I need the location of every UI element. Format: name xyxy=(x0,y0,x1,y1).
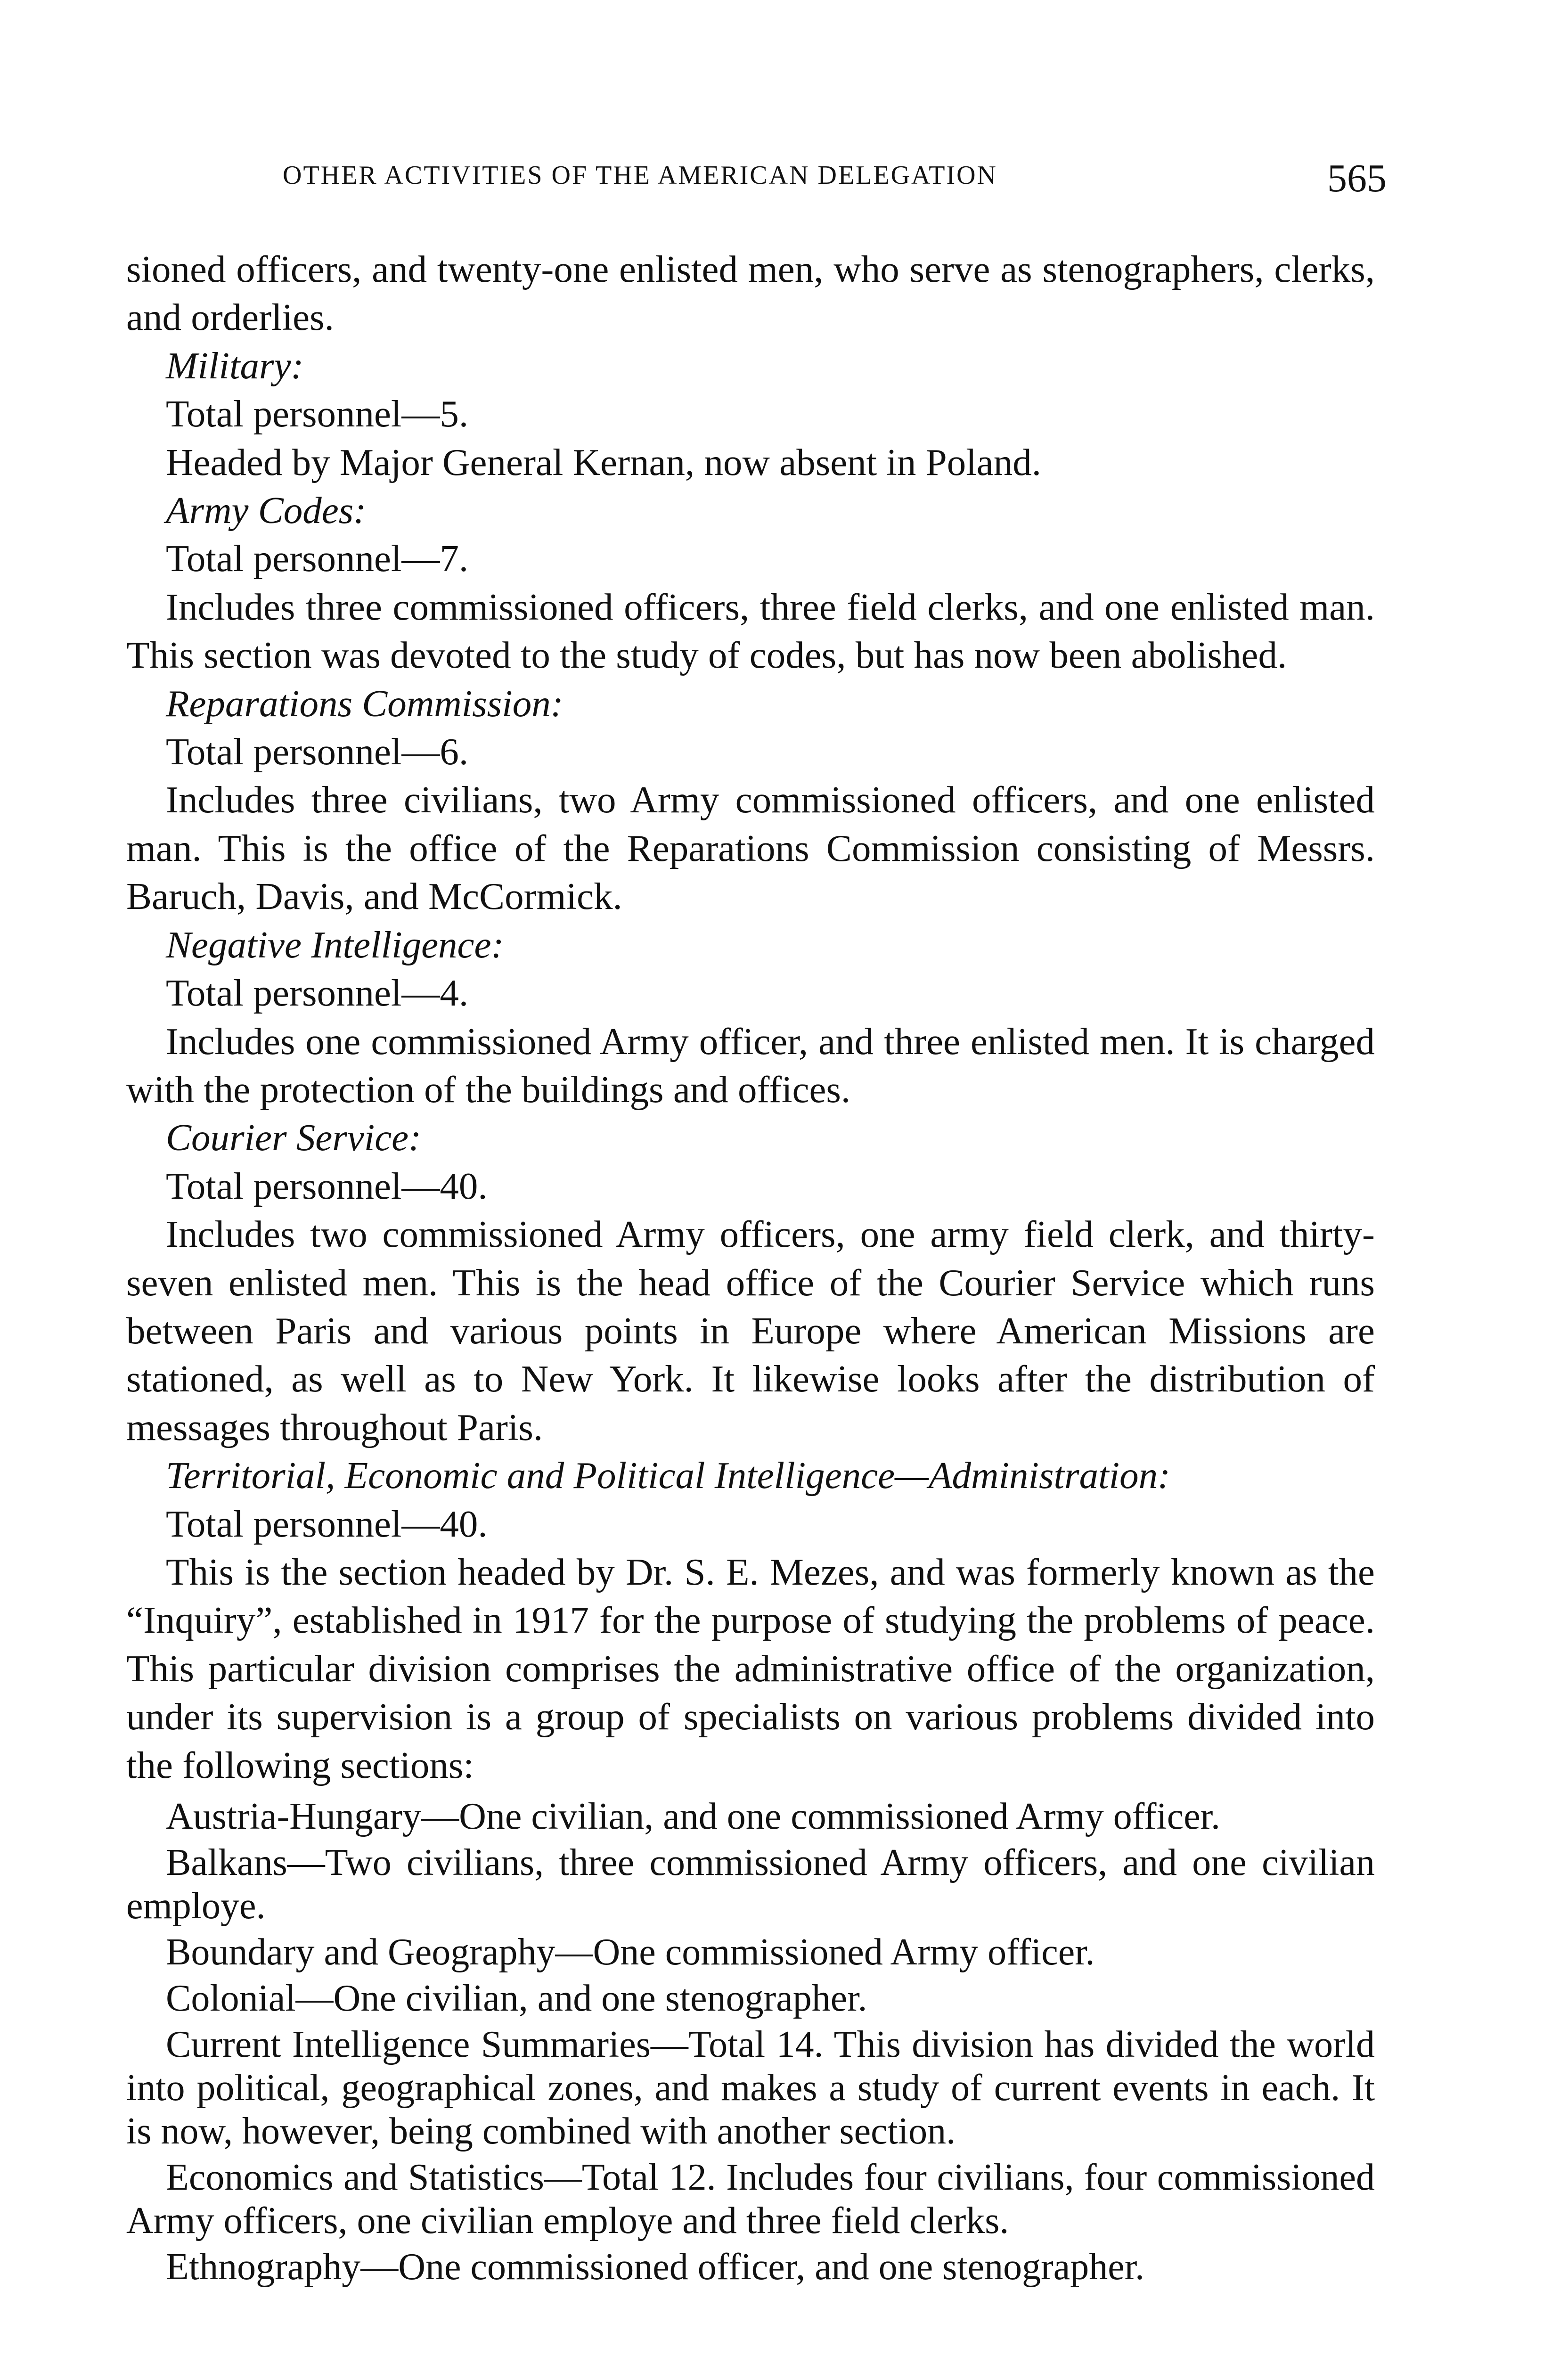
territorial-total: Total personnel—40. xyxy=(166,1502,488,1545)
section-heading-territorial: Territorial, Economic and Political Intelligence—Administration: xyxy=(166,1454,1171,1497)
courier-total: Total personnel—40. xyxy=(166,1164,488,1207)
section-austria-hungary: Austria-Hungary—One civilian, and one commissioned Army officer. xyxy=(166,1796,1221,1837)
military-text: Headed by Major General Kernan, now absent in Poland. xyxy=(166,441,1041,483)
running-head: OTHER ACTIVITIES OF THE AMERICAN DELEGATION xyxy=(283,161,997,190)
continuation-paragraph: sioned officers, and twenty-one enlisted men, who serve as stenographers, clerks, and orderlies. xyxy=(126,248,1375,339)
military-total: Total personnel—5. xyxy=(166,393,469,435)
territorial-text: This is the section headed by Dr. S. E. Mezes, and was formerly known as the “Inquiry”, established in 1917 for the purpose of studying the problems of peace. This particular division comprises the administrative office of the organization, under its supervision is a group of specialists on various problems divided into the following sections: xyxy=(126,1550,1375,1786)
section-balkans: Balkans—Two civilians, three commissioned Army officers, and one civilian employe. xyxy=(126,1842,1375,1927)
section-current-intelligence: Current Intelligence Summaries—Total 14. This division has divided the world into political, geographical zones, and makes a study of current events in each. It is now, however, being combined with another section. xyxy=(126,2024,1375,2152)
page-number: 565 xyxy=(1327,156,1387,200)
section-ethnography: Ethnography—One commissioned officer, and one stenographer. xyxy=(166,2246,1144,2288)
section-heading-reparations: Reparations Commission: xyxy=(166,682,564,725)
negative-intelligence-total: Total personnel—4. xyxy=(166,972,469,1014)
section-heading-courier: Courier Service: xyxy=(166,1116,422,1159)
section-boundary: Boundary and Geography—One commissioned Army officer. xyxy=(166,1931,1095,1973)
reparations-total: Total personnel—6. xyxy=(166,730,469,773)
negative-intelligence-text: Includes one commissioned Army officer, and three enlisted men. It is charged with the protection of the buildings and offices. xyxy=(126,1020,1375,1111)
army-codes-text: Includes three commissioned officers, three field clerks, and one enlisted man. This section was devoted to the study of codes, but has now been abolished. xyxy=(126,585,1375,677)
section-economics: Economics and Statistics—Total 12. Includes four civilians, four commissioned Army officers, one civilian employe and three field clerks. xyxy=(126,2157,1375,2241)
reparations-text: Includes three civilians, two Army commissioned officers, and one enlisted man. This is the office of the Reparations Commission consisting of Messrs. Baruch, Davis, and McCormick. xyxy=(126,778,1375,918)
section-colonial: Colonial—One civilian, and one stenographer. xyxy=(166,1978,867,2019)
army-codes-total: Total personnel—7. xyxy=(166,537,469,580)
courier-text: Includes two commissioned Army officers, one army field clerk, and thirty-seven enlisted men. This is the head office of the Courier Service which runs between Paris and various points in Europe where American Missions are stationed, as well as to New York. It likewise looks after the distribution of messages throughout Paris. xyxy=(126,1213,1375,1448)
section-heading-negative-intelligence: Negative Intelligence: xyxy=(166,923,504,966)
page-body xyxy=(126,245,1375,2291)
specialist-sections-list xyxy=(126,1795,1375,2289)
section-heading-military: Military: xyxy=(166,344,304,387)
section-heading-army-codes: Army Codes: xyxy=(166,489,367,532)
